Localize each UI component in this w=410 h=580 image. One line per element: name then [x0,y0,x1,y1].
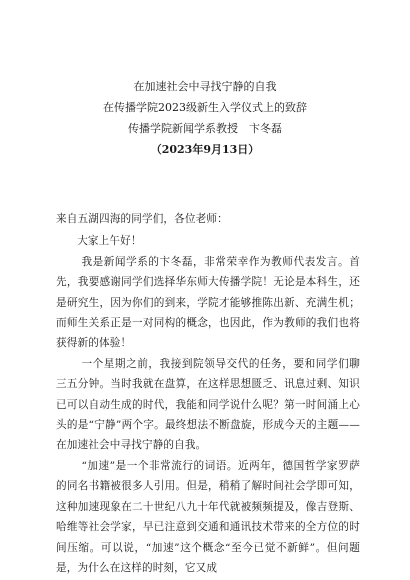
paragraph: 我是新闻学系的卞冬磊，非常荣幸作为教师代表发言。首先，我要感谢同学们选择华东师大传播学院！无论是本科生，还是研究生，因为你们的到来，学院才能够推陈出新、充满生机；而师生关系正是一对同构的概念，也因此，作为教师的我们也将获得新的体验！ [56,255,360,350]
greeting: 大家上午好！ [77,235,142,248]
paragraph: 一个星期之前，我接到院领导交代的任务，要和同学们聊三五分钟。当时我就在盘算，在这样思想匮乏、讯息过剩、知识已可以自动生成的时代，我能和同学说什么呢？第一时间涌上心头的是“宁静”两个字。最终想法不断盘旋，形成今天的主题——在加速社会中寻找宁静的自我。 [56,357,360,452]
speech-header [0,80,410,164]
speech-author: 传播学院新闻学系教授 卞冬磊 [128,122,282,135]
speech-subtitle: 在传播学院2023级新生入学仪式上的致辞 [103,101,307,114]
paragraph: “加速”是一个非常流行的词语。近两年，德国哲学家罗萨的同名书籍被很多人引用。但是，稍稍了解时间社会学即可知，这种加速现象在二十世纪八九十年代就被频频提及，像吉登斯、哈维等社会学家，早已注意到交通和通讯技术带来的全方位的时间压缩。可以说，“加速”这个概念“至今已觉不新鲜”。但问题是，为什么在这样的时刻，它又成 [56,459,360,574]
salutation: 来自五湖四海的同学们，各位老师： [56,213,228,225]
speech-date: （2023年9月13日） [150,143,260,156]
speech-title: 在加速社会中寻找宁静的自我 [133,80,277,93]
speech-body [56,209,360,578]
